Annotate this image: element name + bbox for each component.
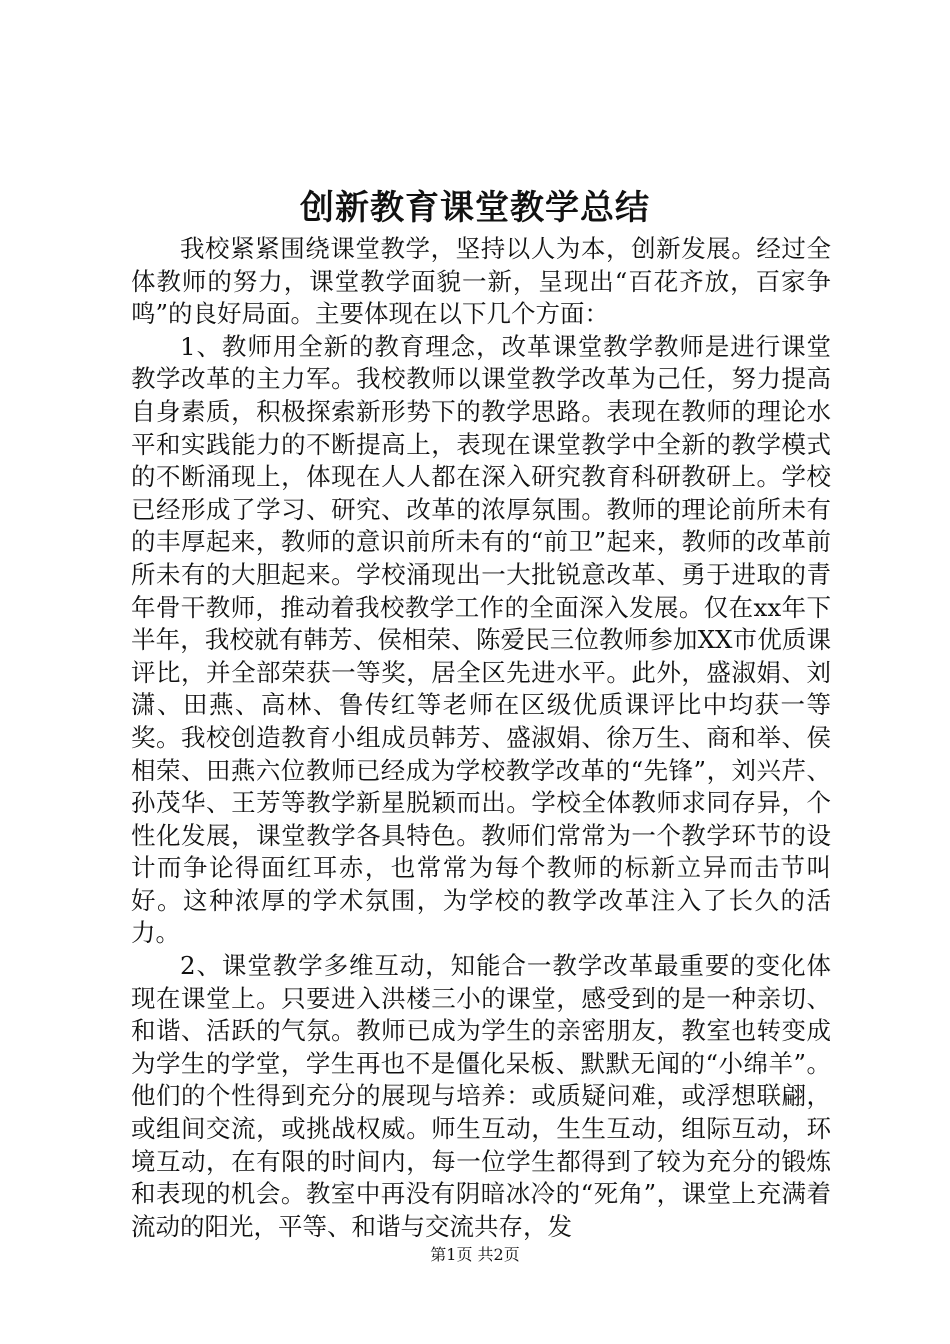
paragraph-intro: 我校紧紧围绕课堂教学，坚持以人为本，创新发展。经过全体教师的努力，课堂教学面貌一新，呈现出“百花齐放，百家争鸣”的良好局面。主要体现在以下几个方面： [131,234,831,329]
document-title: 创新教育课堂教学总结 [300,188,650,228]
paragraph-1: 1、教师用全新的教育理念，改革课堂教学教师是进行课堂教学改革的主力军。我校教师以课堂教学改革为己任，努力提高自身素质，积极探索新形势下的教学思路。表现在教师的理论水平和实践能力的不断提高上，表现在课堂教学中全新的教学模式的不断涌现上，体现在人人都在深入研究教育科研教研上。学校已经形成了学习、研究、改革的浓厚氛围。教师的理论前所未有的丰厚起来，教师的意识前所未有的“前卫”起来，教师的改革前所未有的大胆起来。学校涌现出一大批锐意改革、勇于进取的青年骨干教师，推动着我校教学工作的全面深入发展。仅在xx年下半年，我校就有韩芳、侯相荣、陈爱民三位教师参加XX市优质课评比，并全部荣获一等奖，居全区先进水平。此外，盛淑娟、刘潇、田燕、高林、鲁传红等老师在区级优质课评比中均获一等奖。我校创造教育小组成员韩芳、盛淑娟、徐万生、商和举、侯相荣、田燕六位教师已经成为学校教学改革的“先锋”，刘兴芹、孙茂华、王芳等教学新星脱颖而出。学校全体教师求同存异，个性化发展，课堂教学各具特色。教师们常常为一个教学环节的设计而争论得面红耳赤，也常常为每个教师的标新立异而击节叫好。这种浓厚的学术氛围，为学校的教学改革注入了长久的活力。 [131,331,831,948]
document-body [131,233,831,1243]
page-number-footer: 第1页 共2页 [430,1245,520,1264]
paragraph-2: 2、课堂教学多维互动，知能合一教学改革最重要的变化体现在课堂上。只要进入洪楼三小的课堂，感受到的是一种亲切、和谐、活跃的气氛。教师已成为学生的亲密朋友，教室也转变成为学生的学堂，学生再也不是僵化呆板、默默无闻的“小绵羊”。他们的个性得到充分的展现与培养：或质疑问难，或浮想联翩，或组间交流，或挑战权威。师生互动，生生互动，组际互动，环境互动，在有限的时间内，每一位学生都得到了较为充分的锻炼和表现的机会。教室中再没有阴暗冰冷的“死角”，课堂上充满着流动的阳光，平等、和谐与交流共存，发 [131,951,831,1241]
